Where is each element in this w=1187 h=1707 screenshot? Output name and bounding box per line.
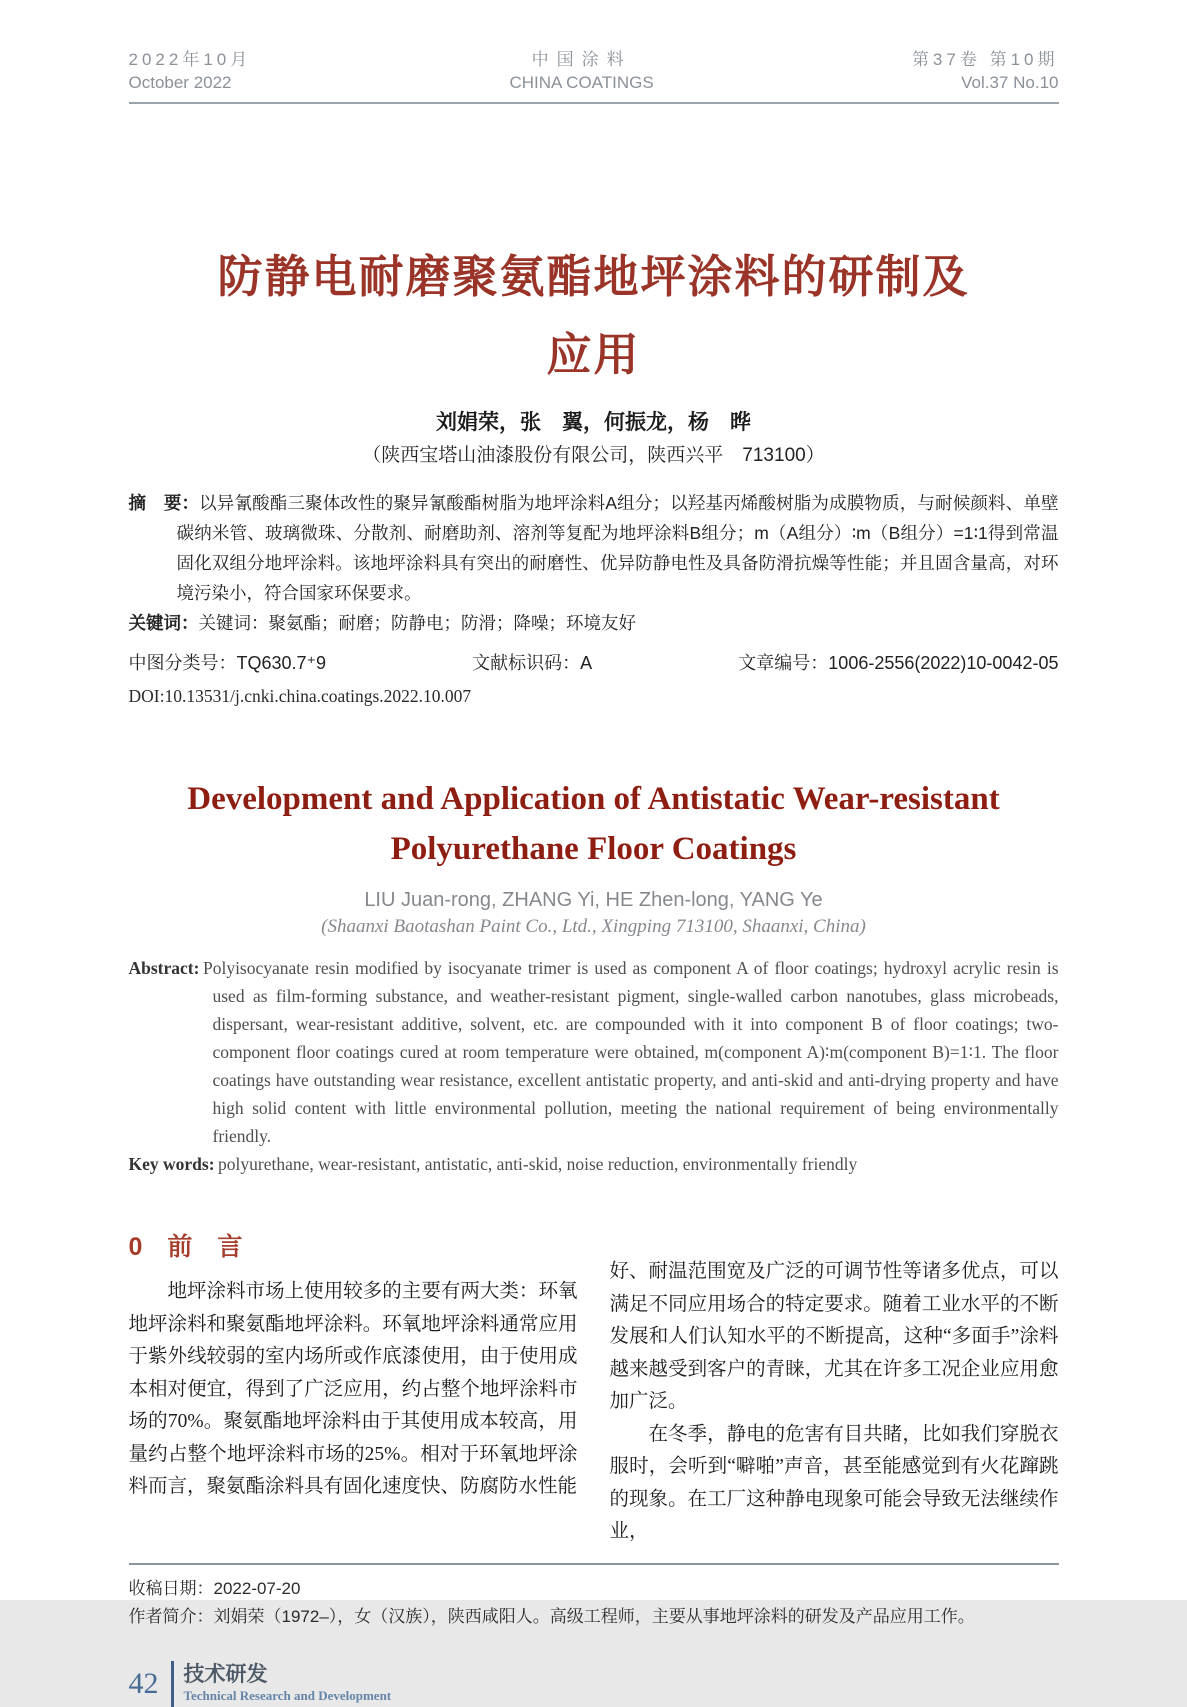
keywords-cn-label: 关键词： (128, 613, 199, 633)
footnote (129, 1575, 1059, 1631)
page-footer (129, 1661, 1059, 1707)
body-paragraph-right-2: 在冬季，静电的危害有目共睹，比如我们穿脱衣服时，会听到“噼啪”声音，甚至能感觉到有火花蹿跳的现象。在工厂这种静电现象可能会导致无法继续作业， (609, 1423, 1059, 1542)
affiliation-en: (Shaanxi Baotashan Paint Co., Ltd., Xingping 713100, Shaanxi, China) (321, 916, 866, 937)
article-title-cn-line1: 防静电耐磨聚氨酯地坪涂料的研制及 (217, 251, 970, 302)
header-journal-name (509, 48, 653, 94)
body-paragraph-left: 地坪涂料市场上使用较多的主要有两大类：环氧地坪涂料和聚氨酯地坪涂料。环氧地坪涂料通常应用于紫外线较弱的室内场所或作底漆使用，由于使用成本相对便宜，得到了广泛应用，约占整个地坪涂料市场的70%。聚氨酯地坪涂料由于其使用成本较高，用量约占整个地坪涂料市场的25%。相对于环氧地坪涂料而言，聚氨酯涂料具有固化速度快、防腐防水性能 (128, 1281, 578, 1497)
authors-en: LIU Juan-rong, ZHANG Yi, HE Zhen-long, YANG Ye (364, 889, 823, 911)
keywords-en-text: polyurethane, wear-resistant, antistatic, anti-skid, noise reduction, environmentally friendly (218, 1154, 858, 1174)
received-label: 收稿日期： (128, 1578, 214, 1598)
clc-number (129, 650, 327, 676)
journal-header (129, 48, 1059, 94)
bio-value: 刘娟荣（1972–），女（汉族），陕西咸阳人。高级工程师，主要从事地坪涂料的研发及产品应用工作。 (213, 1606, 975, 1626)
footer-divider-bar (171, 1661, 174, 1707)
footer-section-en: Technical Research and Development (183, 1687, 392, 1703)
keywords-en-label: Key words: (128, 1154, 215, 1174)
page-number: 42 (128, 1666, 159, 1700)
document-code (472, 650, 592, 676)
page-content (129, 0, 1059, 1707)
abstract-en (129, 954, 1059, 1150)
body-paragraph-right-1: 好、耐温范围宽及广泛的可调节性等诸多优点，可以满足不同应用场合的特定要求。随着工业水平的不断发展和人们认知水平的不断提高，这种“多面手”涂料越来越受到客户的青睐，尤其在许多工况企业应用愈加广泛。 (609, 1261, 1059, 1412)
article-number-label: 文章编号： (738, 653, 829, 673)
article-title-en-line2: Polyurethane Floor Coatings (390, 831, 797, 867)
article-number-value: 1006-2556(2022)10-0042-05 (828, 653, 1059, 673)
doi: DOI:10.13531/j.cnki.china.coatings.2022.10.007 (128, 686, 472, 706)
abstract-cn-label: 摘 要： (128, 493, 200, 513)
article-number (738, 650, 1058, 676)
abstract-cn (129, 488, 1059, 608)
abstract-cn-text: 以异氰酸酯三聚体改性的聚异氰酸酯树脂为地坪涂料A组分；以羟基丙烯酸树脂为成膜物质，与耐候颜料、单壁碳纳米管、玻璃微珠、分散剂、耐磨助剂、溶剂等复配为地坪涂料B组分；m（A组分）∶m（B组分）=1∶1得到常温固化双组分地坪涂料。该地坪涂料具有突出的耐磨性、优异防静电性及具备防滑抗燥等性能；并且固含量高，对环境污染小，符合国家环保要求。 (176, 493, 1059, 603)
body-column-right (610, 1232, 1059, 1549)
footer-section-cn: 技术研发 (183, 1662, 268, 1686)
footer-section (184, 1663, 392, 1705)
article-title-en (129, 774, 1059, 874)
header-divider (129, 102, 1059, 104)
header-date-cn: 2022年10月 (128, 50, 252, 69)
meta-row (129, 650, 1059, 676)
header-date (129, 48, 252, 94)
affiliation-cn: （陕西宝塔山油漆股份有限公司，陕西兴平 713100） (362, 445, 825, 466)
footnote-received-date (129, 1575, 1059, 1603)
section-0-heading: 0 前 言 (128, 1233, 243, 1261)
authors-cn: 刘娟荣，张 翼，何振龙，杨 晔 (436, 411, 751, 434)
header-issue-en: Vol.37 No.10 (961, 73, 1059, 92)
received-value: 2022-07-20 (213, 1578, 301, 1598)
clc-label: 中图分类号： (128, 653, 237, 673)
bio-label: 作者简介： (128, 1606, 214, 1626)
footnote-author-bio (129, 1603, 1059, 1631)
document-code-value: A (580, 653, 593, 673)
article-title-en-line1: Development and Application of Antistatic Wear-resistant (187, 781, 1000, 817)
document-code-label: 文献标识码： (472, 653, 581, 673)
keywords-cn-text: 关键词：聚氨酯；耐磨；防静电；防滑；降噪；环境友好 (198, 613, 636, 633)
abstract-en-label: Abstract: (128, 958, 200, 978)
article-title-cn (129, 238, 1059, 394)
keywords-cn (129, 608, 1059, 638)
abstract-en-text: Polyisocyanate resin modified by isocyanate trimer is used as component A of floor coatings; hydroxyl acrylic resin is used as film-forming substance, and weather-resistant pigment, single-walled carbon nanotubes, glass microbeads, dispersant, wear-resistant additive, solvent, etc. are compounded with it into component B of floor coatings; two-component floor coatings cured at room temperature were obtained, m(component A)∶m(component B)=1∶1. The floor coatings have outstanding wear resistance, excellent antistatic property, and anti-skid and anti-drying property and have high solid content with little environmental pollution, meeting the national requirement of being environmentally friendly. (202, 958, 1059, 1146)
keywords-en (129, 1150, 1059, 1178)
article-title-cn-line2: 应用 (546, 329, 641, 380)
header-issue (912, 48, 1059, 94)
journal-name-cn: 中国涂料 (531, 50, 632, 69)
body-column-left (129, 1232, 578, 1549)
header-date-en: October 2022 (128, 73, 232, 92)
footnote-divider (129, 1563, 1059, 1565)
header-issue-cn: 第37卷 第10期 (911, 50, 1059, 69)
body-columns (129, 1232, 1059, 1549)
clc-value: TQ630.7⁺9 (236, 653, 327, 673)
journal-name-en: CHINA COATINGS (509, 73, 654, 92)
